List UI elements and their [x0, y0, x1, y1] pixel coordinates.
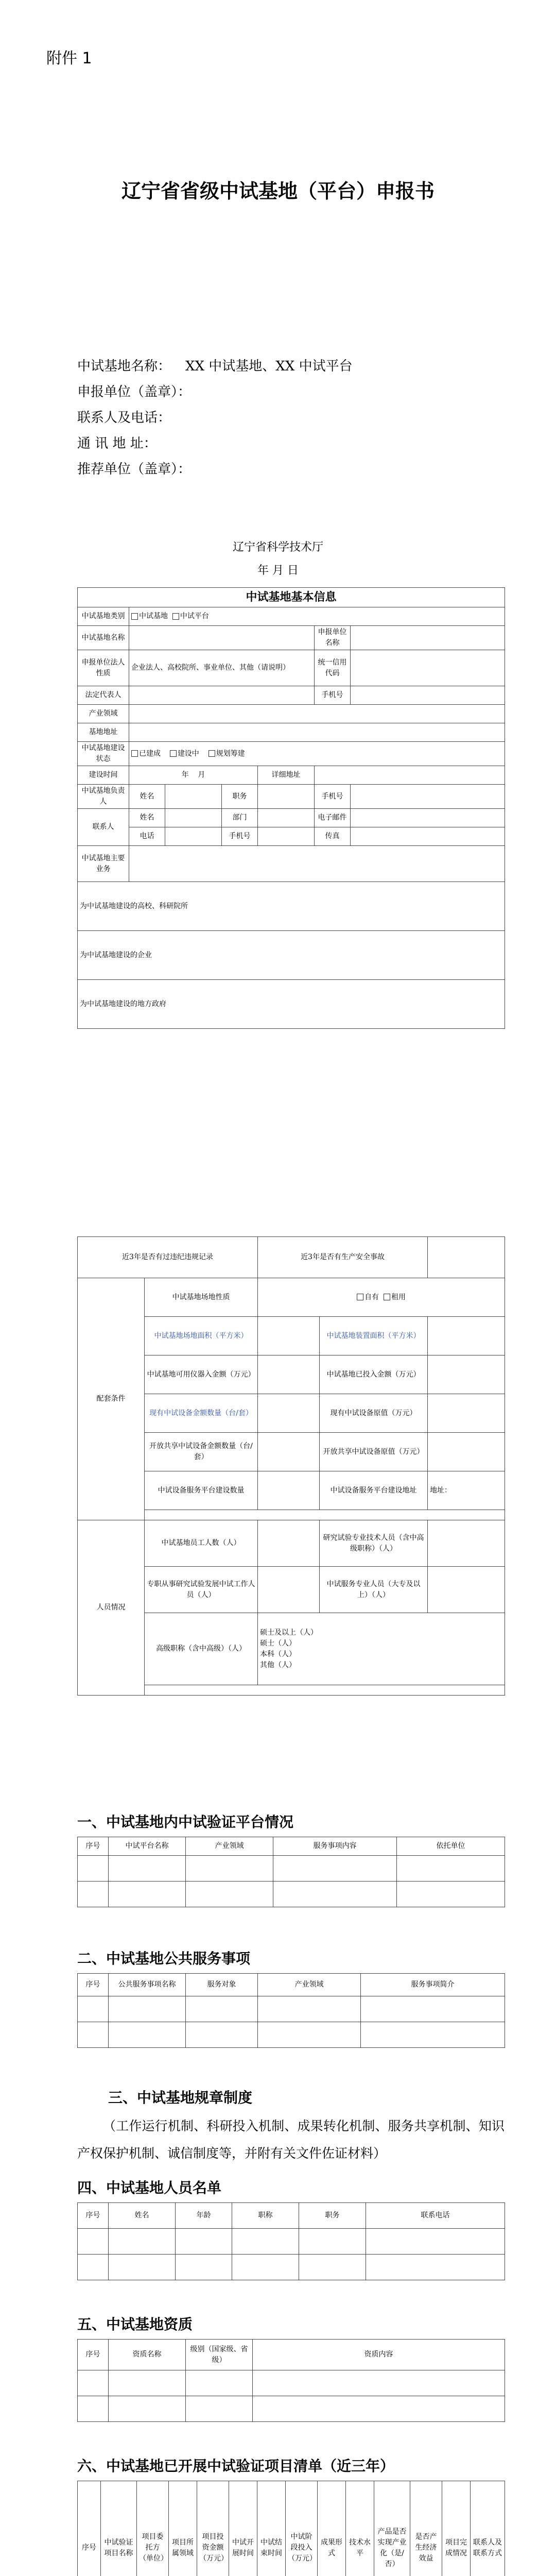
checkbox-icon[interactable] — [208, 750, 215, 757]
checkbox-icon[interactable] — [357, 1294, 363, 1300]
section-5-title: 五、中试基地资质 — [77, 2316, 193, 2333]
section-4-title: 四、中试基地人员名单 — [77, 2179, 222, 2196]
section-1-table: 序号 中试平台名称 产业领域 服务事项内容 依托单位 — [77, 1837, 505, 1907]
cover-field-base-name: 中试基地名称： XX 中试基地、XX 中试平台 — [77, 359, 353, 374]
section-3-title: 三、中试基地规章制度 — [108, 2089, 253, 2106]
cover-fields — [77, 355, 520, 484]
section-5-table: 序号 资质名称 级别（国家级、省级） 资质内容 — [77, 2339, 505, 2422]
section-2-table: 序号 公共服务事项名称 服务对象 产业领域 服务事项简介 — [77, 1973, 505, 2048]
checkbox-icon[interactable] — [170, 750, 177, 757]
support-table: 近3年是否有过违纪违规记录 近3年是否有生产安全事故 配套条件 中试基地场地性质 自有 租用 中试基地场地面积（平方米） 中试基地装置面积（平方米） 中试基地可用仪器入金额（万元） 中试基地已投入金额（万元） 现有中试设备金额数量（台/套） 现有中试设备原值（万元） 开放共享中试设备金额数量（台/套） 开放共享中试设备原值（万元） 中试设备服务平台建设数量 中试设备服务平台建设地址 地址： 人员情况 中试基地员工人数（人） 研究试验专业技术人员（含中高级职称）（人） 专职从事研究试验发展中试工作人员（人） 中试服务专业人员（大专及以上）（人） 高级职称（含中高级）（人） 硕士及以上（人） 硕士（人） 本科（人） 其他（人） — [77, 1236, 505, 1696]
basic-info-title: 中试基地基本信息 — [78, 588, 505, 607]
section-6-table: 序号 中试验证项目名称 项目委托方（单位） 项目所属领域 项目投资金额（万元） 中试开展时间 中试结束时间 中试阶段投入（万元） 成果形式 技术水平 产品是否实现产业化（是/否） 是否产生经济效益 项目完成情况 联系人及联系方式 — [77, 2481, 505, 2576]
issuer: 辽宁省科学技术厅 — [232, 541, 323, 554]
document-title: 辽宁省省级中试基地（平台）申报书 — [121, 180, 435, 202]
checkbox-icon[interactable] — [172, 613, 179, 620]
cover-date: 年 月 日 — [257, 564, 299, 577]
cover-field-recommender: 推荐单位（盖章）： — [77, 462, 192, 477]
checkbox-icon[interactable] — [131, 613, 138, 620]
checkbox-icon[interactable] — [384, 1294, 390, 1300]
cover-field-address: 通 讯 地 址： — [77, 436, 157, 451]
section-3-text: （工作运行机制、科研投入机制、成果转化机制、服务共享机制、知识产权保护机制、诚信制度等，并附有关文件佐证材料） — [77, 2119, 505, 2161]
section-2-title: 二、中试基地公共服务事项 — [77, 1950, 251, 1967]
section-4-table: 序号 姓名 年龄 职称 职务 联系电话 — [77, 2202, 505, 2280]
section-1-title: 一、中试基地内中试验证平台情况 — [77, 1814, 294, 1831]
annex-label: 附件 1 — [46, 49, 92, 67]
basic-info-table: 中试基地基本信息 中试基地类别 中试基地 中试平台 中试基地名称 申报单位名称 申报单位法人性质 企业法人、高校院所、事业单位、其他（请说明） 统一信用代码 法定代表人 手机号 产业领域 基地地址 中试基地建设状态 已建成 建设中 规划筹建 建设时间 年 月 详细地址 中试基地负责人 姓名 职务 手机号 联系人 姓名 部门 电子邮件 电话 手机号 传真 中试基地主要业务 为中试基地建设的高校、科研院所 为中试基地建设的企业 为中试基地建设的地方政府 — [77, 587, 505, 1029]
cover-field-contact: 联系人及电话： — [77, 410, 171, 426]
section-6-title: 六、中试基地已开展中试验证项目清单（近三年） — [77, 2458, 395, 2475]
checkbox-icon[interactable] — [131, 750, 138, 757]
cover-field-applicant: 申报单位（盖章）： — [77, 384, 192, 400]
